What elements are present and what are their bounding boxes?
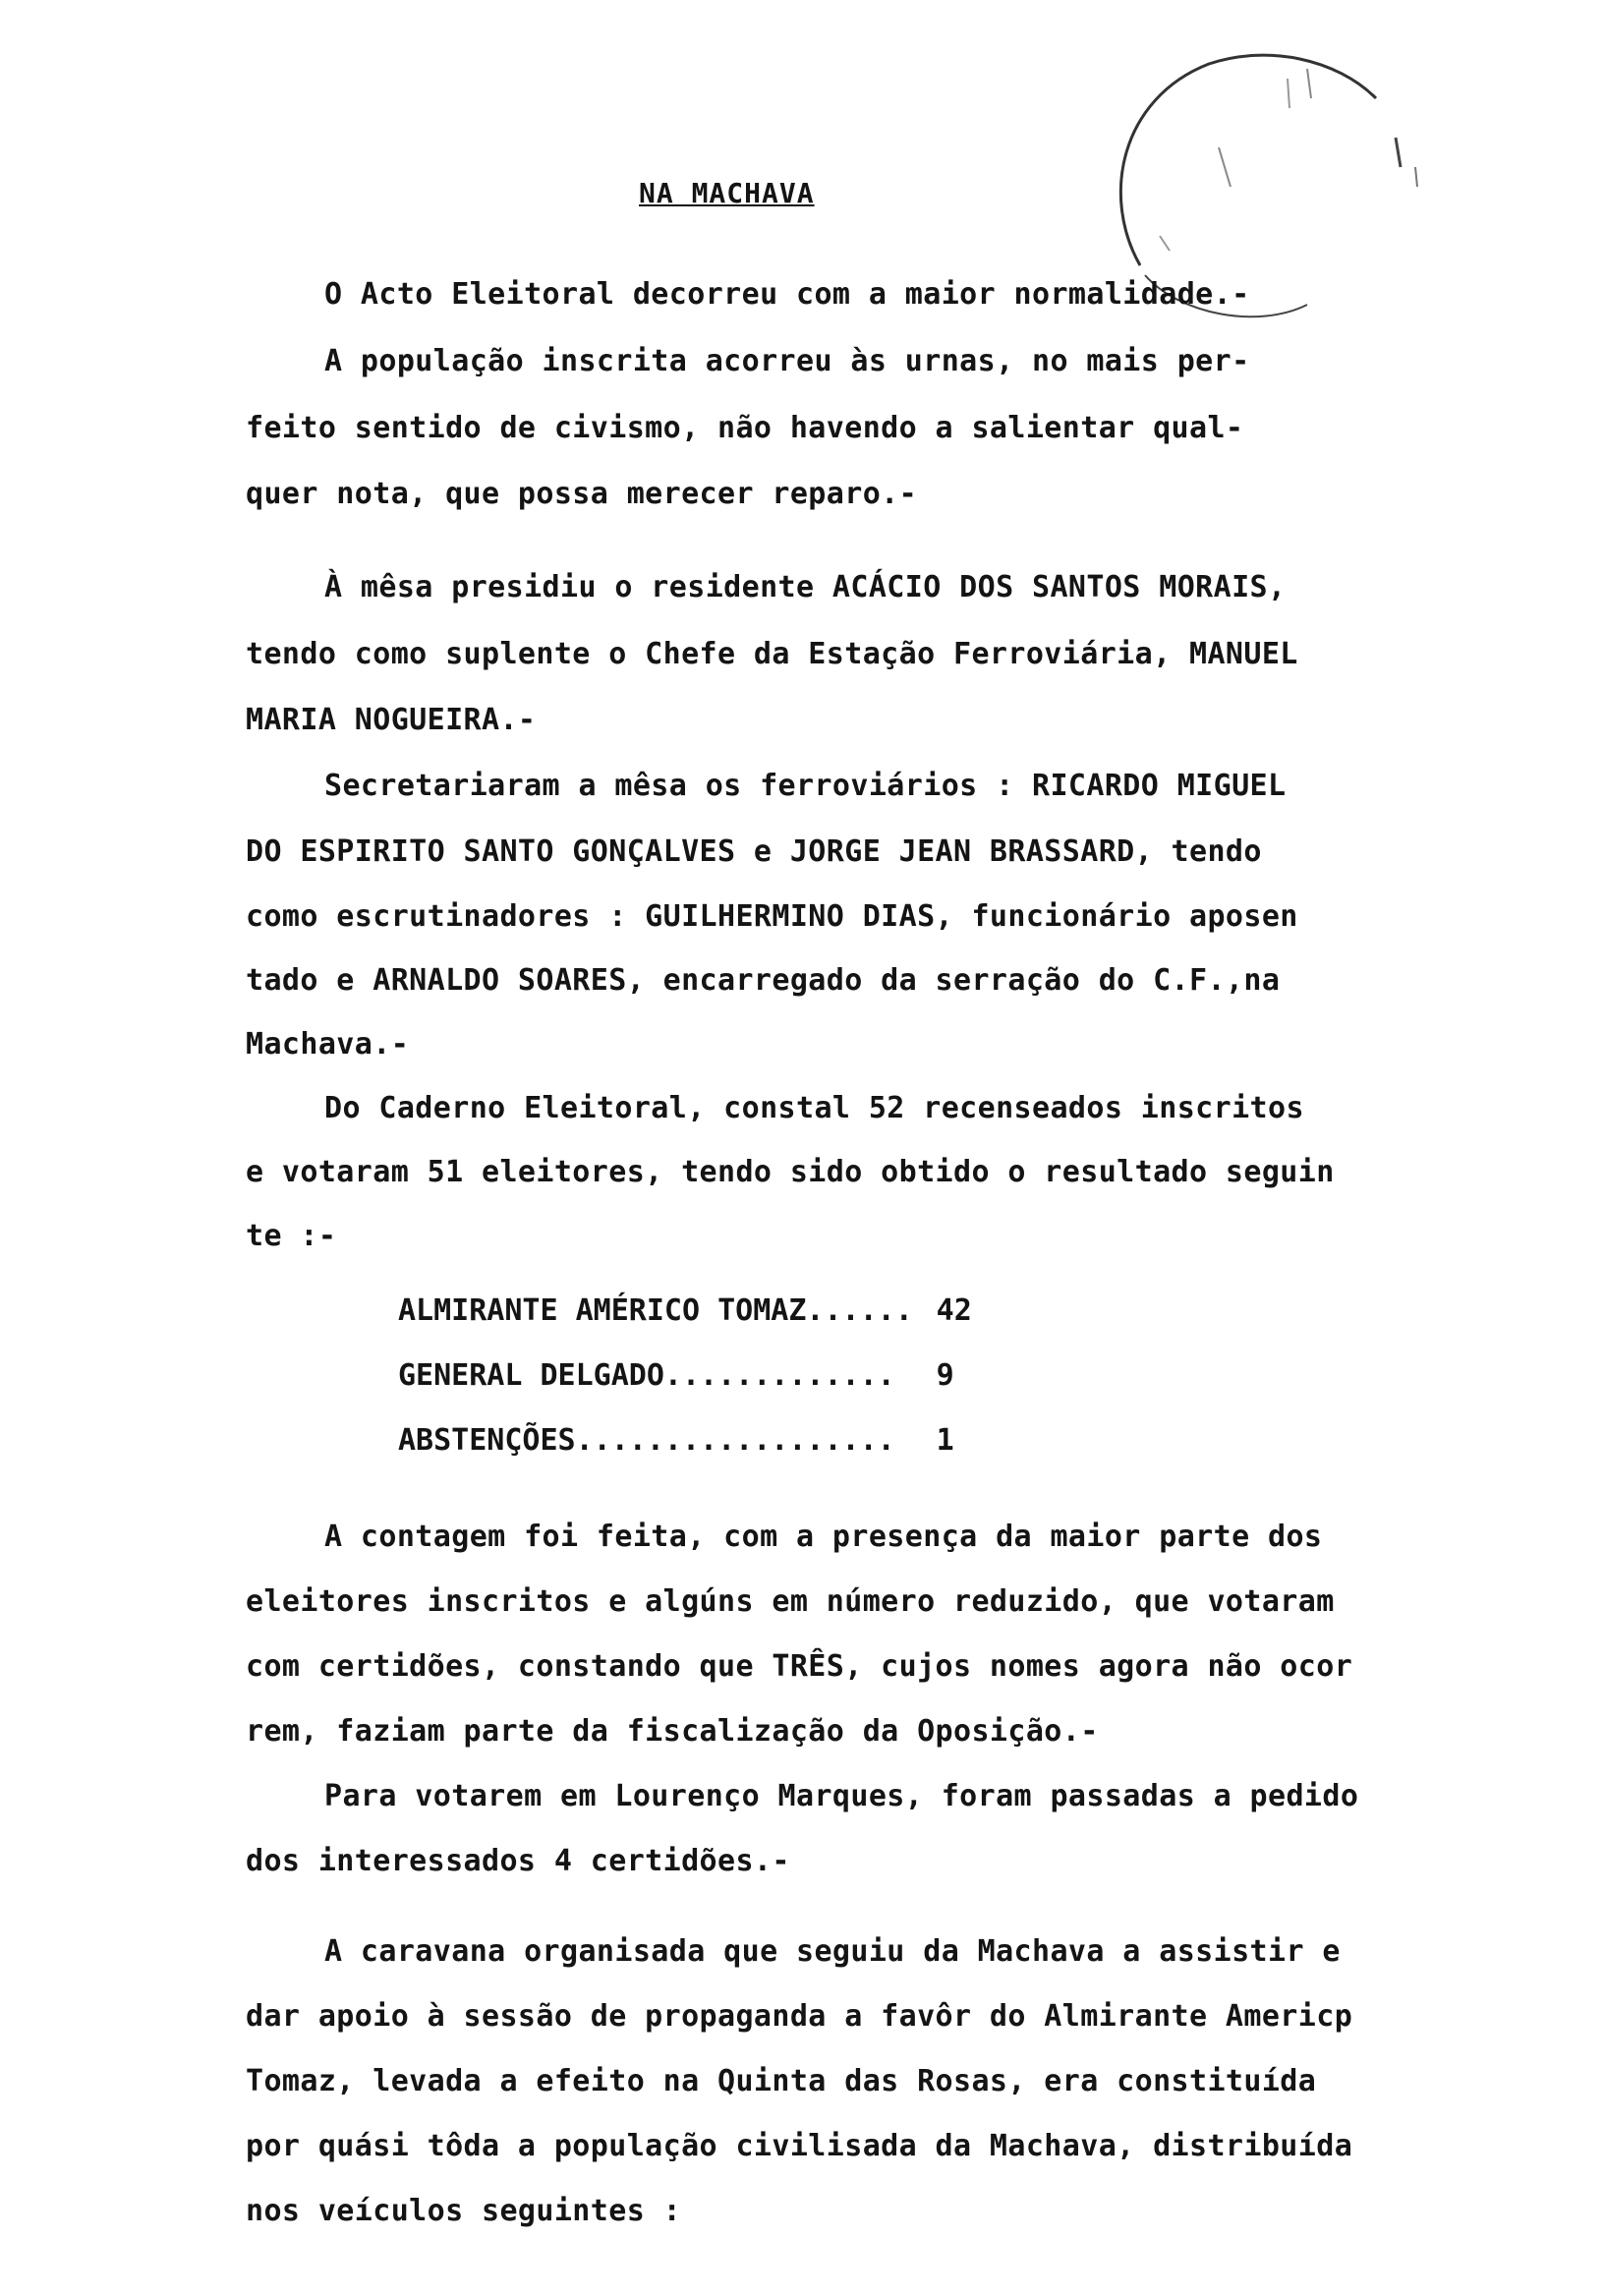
- results-list: [398, 1278, 972, 1472]
- paragraph-line: como escrutinadores : GUILHERMINO DIAS, funcionário aposen: [246, 899, 1298, 934]
- candidate-name: GENERAL DELGADO.............: [398, 1357, 895, 1393]
- paragraph-line: O Acto Eleitoral decorreu com a maior normalidade.-: [324, 277, 1250, 312]
- paragraph-line: rem, faziam parte da fiscalização da Oposição.-: [246, 1714, 1099, 1749]
- paragraph-line: A população inscrita acorreu às urnas, no mais per-: [324, 344, 1250, 378]
- paragraph-line: por quási tôda a população civilisada da Machava, distribuída: [246, 2129, 1353, 2163]
- vote-count: 1: [936, 1422, 954, 1458]
- paragraph-line: À mêsa presidiu o residente ACÁCIO DOS SANTOS MORAIS,: [324, 570, 1287, 604]
- paragraph-line: Machava.-: [246, 1027, 410, 1062]
- result-row: [398, 1343, 972, 1407]
- paragraph-line: dos interessados 4 certidões.-: [246, 1844, 790, 1878]
- candidate-name: ALMIRANTE AMÉRICO TOMAZ......: [398, 1292, 913, 1328]
- paragraph-line: MARIA NOGUEIRA.-: [246, 703, 537, 737]
- paragraph-line: DO ESPIRITO SANTO GONÇALVES e JORGE JEAN BRASSARD, tendo: [246, 834, 1262, 869]
- paragraph-line: Secretariaram a mêsa os ferroviários : RICARDO MIGUEL: [324, 769, 1287, 803]
- paragraph-line: e votaram 51 eleitores, tendo sido obtido o resultado seguin: [246, 1155, 1335, 1189]
- paragraph-line: nos veículos seguintes :: [246, 2194, 682, 2228]
- paragraph-line: dar apoio à sessão de propaganda a favôr do Almirante Americp: [246, 1999, 1353, 2034]
- paragraph-line: eleitores inscritos e algúns em número reduzido, que votaram: [246, 1584, 1335, 1619]
- paragraph-line: A contagem foi feita, com a presença da maior parte dos: [324, 1520, 1323, 1554]
- paragraph-line: com certidões, constando que TRÊS, cujos nomes agora não ocor: [246, 1649, 1353, 1684]
- paragraph-line: feito sentido de civismo, não havendo a salientar qual-: [246, 411, 1244, 445]
- paragraph-line: Do Caderno Eleitoral, constal 52 recenseados inscritos: [324, 1091, 1304, 1125]
- paragraph-line: tendo como suplente o Chefe da Estação Ferroviária, MANUEL: [246, 637, 1298, 671]
- document-title: NA MACHAVA: [639, 177, 815, 209]
- paragraph-line: quer nota, que possa merecer reparo.-: [246, 477, 918, 511]
- result-row: [398, 1407, 972, 1472]
- paragraph-line: A caravana organisada que seguiu da Machava a assistir e: [324, 1934, 1341, 1969]
- paragraph-line: te :-: [246, 1219, 337, 1253]
- paragraph-line: Para votarem em Lourenço Marques, foram passadas a pedido: [324, 1779, 1359, 1813]
- vote-count: 42: [936, 1292, 972, 1328]
- result-row: [398, 1278, 972, 1343]
- vote-count: 9: [936, 1357, 954, 1393]
- paragraph-line: Tomaz, levada a efeito na Quinta das Rosas, era constituída: [246, 2064, 1317, 2098]
- candidate-name: ABSTENÇÕES..................: [398, 1422, 895, 1458]
- paragraph-line: tado e ARNALDO SOARES, encarregado da serração do C.F.,na: [246, 963, 1281, 998]
